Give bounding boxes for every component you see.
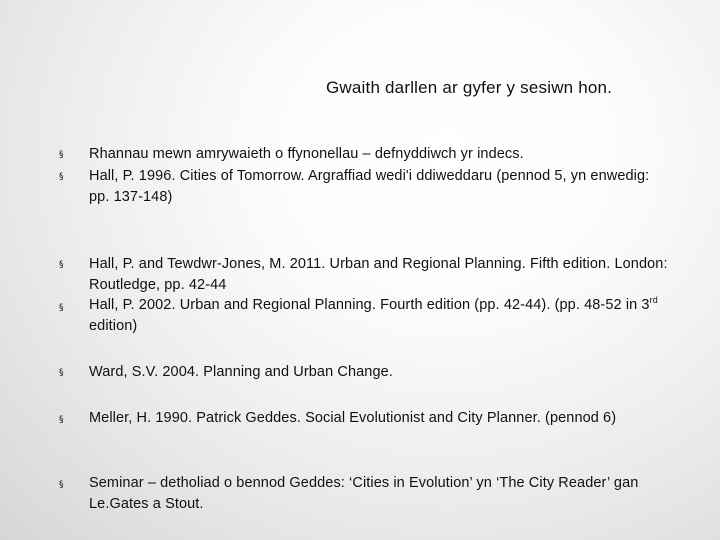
bullet-marker: § <box>59 368 64 378</box>
bullet-marker: § <box>59 260 64 270</box>
bullet-marker: § <box>59 172 64 182</box>
list-item-text: Hall, P. and Tewdwr-Jones, M. 2011. Urban and Regional Planning. Fifth edition. London: Routledge, pp. 42-44 <box>89 256 668 293</box>
bullet-marker: § <box>59 415 64 425</box>
list-item-text-part: Hall, P. 2002. Urban and Regional Planning. Fourth edition (pp. 42-44). (pp. 48-52 in 3 <box>89 297 650 313</box>
list-item-text-part: edition) <box>89 318 138 334</box>
list-item-text: Seminar – detholiad o bennod Geddes: ‘Cities in Evolution’ yn ‘The City Reader’ gan Le.Gates a Stout. <box>89 475 639 512</box>
list-item-text: Hall, P. 1996. Cities of Tomorrow. Argraffiad wedi'i ddiweddaru (pennod 5, yn enwedig: pp. 137-148) <box>89 168 650 205</box>
bullet-marker: § <box>59 303 64 313</box>
list-item-text <box>89 295 669 337</box>
list-item-text: Ward, S.V. 2004. Planning and Urban Change. <box>89 364 393 380</box>
slide-title: Gwaith darllen ar gyfer y sesiwn hon. <box>326 78 613 97</box>
bullet-marker: § <box>59 480 64 490</box>
list-item-text: Rhannau mewn amrywaieth o ffynonellau – defnyddiwch yr indecs. <box>89 146 524 162</box>
bullet-marker: § <box>59 150 64 160</box>
superscript: rd <box>649 295 658 306</box>
list-item-text: Meller, H. 1990. Patrick Geddes. Social Evolutionist and City Planner. (pennod 6) <box>89 410 617 426</box>
